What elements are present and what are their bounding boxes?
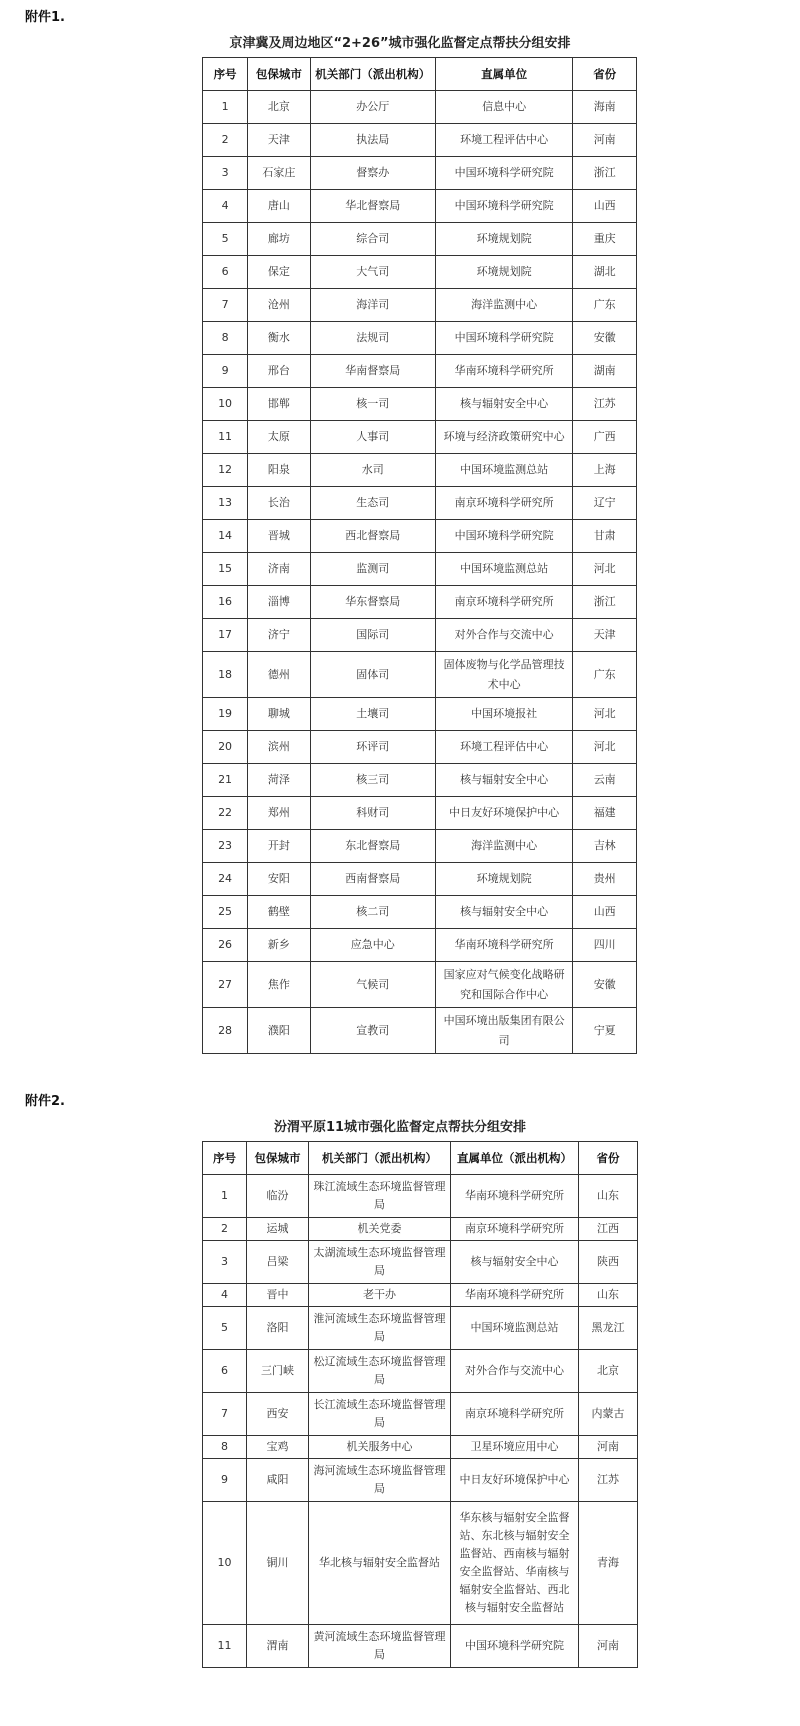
cell-province: 云南 xyxy=(573,764,637,797)
cell-index: 9 xyxy=(203,355,248,388)
cell-index: 10 xyxy=(203,1502,247,1625)
table-row xyxy=(203,863,637,896)
col-header-index: 序号 xyxy=(203,1142,247,1175)
cell-department: 海河流域生态环境监督管理局 xyxy=(309,1459,451,1502)
cell-index: 15 xyxy=(203,553,248,586)
cell-index: 7 xyxy=(203,1393,247,1436)
cell-unit: 华南环境科学研究所 xyxy=(435,929,572,962)
cell-city: 唐山 xyxy=(248,190,311,223)
cell-unit: 南京环境科学研究所 xyxy=(451,1218,579,1241)
cell-city: 菏泽 xyxy=(248,764,311,797)
cell-unit: 核与辐射安全中心 xyxy=(435,896,572,929)
cell-index: 21 xyxy=(203,764,248,797)
cell-unit: 环境规划院 xyxy=(435,256,572,289)
cell-unit: 对外合作与交流中心 xyxy=(451,1350,579,1393)
table-row xyxy=(203,698,637,731)
cell-province: 河南 xyxy=(573,124,637,157)
cell-province: 山东 xyxy=(579,1284,638,1307)
annex-1-title: 京津冀及周边地区“2+26”城市强化监督定点帮扶分组安排 xyxy=(229,36,571,51)
cell-province: 河南 xyxy=(579,1625,638,1668)
cell-province: 陕西 xyxy=(579,1241,638,1284)
cell-department: 气候司 xyxy=(310,962,435,1008)
cell-city: 济南 xyxy=(248,553,311,586)
cell-city: 新乡 xyxy=(248,929,311,962)
cell-unit: 环境工程评估中心 xyxy=(435,124,572,157)
cell-department: 宣教司 xyxy=(310,1008,435,1054)
cell-department: 珠江流域生态环境监督管理局 xyxy=(309,1175,451,1218)
cell-index: 5 xyxy=(203,1307,247,1350)
cell-unit: 核与辐射安全中心 xyxy=(451,1241,579,1284)
cell-unit: 华东核与辐射安全监督站、东北核与辐射安全监督站、西南核与辐射安全监督站、华南核与辐射安全监督站、西北核与辐射安全监督站 xyxy=(451,1502,579,1625)
cell-index: 24 xyxy=(203,863,248,896)
table-row xyxy=(203,124,637,157)
cell-unit: 环境与经济政策研究中心 xyxy=(435,421,572,454)
cell-index: 4 xyxy=(203,190,248,223)
cell-province: 贵州 xyxy=(573,863,637,896)
cell-city: 洛阳 xyxy=(247,1307,309,1350)
cell-city: 晋城 xyxy=(248,520,311,553)
cell-index: 14 xyxy=(203,520,248,553)
table-row xyxy=(203,1502,638,1625)
cell-province: 吉林 xyxy=(573,830,637,863)
cell-city: 衡水 xyxy=(248,322,311,355)
table-row xyxy=(203,1436,638,1459)
cell-unit: 核与辐射安全中心 xyxy=(435,764,572,797)
annex-2-table xyxy=(202,1141,638,1668)
cell-city: 淄博 xyxy=(248,586,311,619)
table-row xyxy=(203,322,637,355)
cell-department: 固体司 xyxy=(310,652,435,698)
table-row xyxy=(203,223,637,256)
cell-province: 安徽 xyxy=(573,962,637,1008)
cell-department: 核二司 xyxy=(310,896,435,929)
annex-1-table xyxy=(202,57,637,1054)
col-header-unit: 直属单位 xyxy=(435,58,572,91)
cell-department: 海洋司 xyxy=(310,289,435,322)
cell-province: 浙江 xyxy=(573,157,637,190)
cell-province: 河北 xyxy=(573,731,637,764)
cell-index: 22 xyxy=(203,797,248,830)
cell-department: 水司 xyxy=(310,454,435,487)
cell-department: 督察办 xyxy=(310,157,435,190)
cell-province: 山东 xyxy=(579,1175,638,1218)
cell-unit: 中国环境科学研究院 xyxy=(435,190,572,223)
cell-province: 福建 xyxy=(573,797,637,830)
table-row xyxy=(203,1241,638,1284)
cell-department: 太湖流域生态环境监督管理局 xyxy=(309,1241,451,1284)
cell-index: 28 xyxy=(203,1008,248,1054)
cell-city: 咸阳 xyxy=(247,1459,309,1502)
cell-department: 办公厅 xyxy=(310,91,435,124)
cell-department: 环评司 xyxy=(310,731,435,764)
cell-city: 济宁 xyxy=(248,619,311,652)
table-row xyxy=(203,289,637,322)
cell-department: 国际司 xyxy=(310,619,435,652)
cell-department: 科财司 xyxy=(310,797,435,830)
cell-index: 1 xyxy=(203,91,248,124)
cell-city: 晋中 xyxy=(247,1284,309,1307)
cell-province: 上海 xyxy=(573,454,637,487)
cell-city: 鹤壁 xyxy=(248,896,311,929)
table-row xyxy=(203,1625,638,1668)
cell-province: 北京 xyxy=(579,1350,638,1393)
table-row xyxy=(203,586,637,619)
cell-index: 2 xyxy=(203,124,248,157)
cell-province: 广东 xyxy=(573,289,637,322)
cell-province: 宁夏 xyxy=(573,1008,637,1054)
cell-department: 华南督察局 xyxy=(310,355,435,388)
cell-index: 18 xyxy=(203,652,248,698)
cell-unit: 中国环境科学研究院 xyxy=(435,322,572,355)
cell-province: 重庆 xyxy=(573,223,637,256)
cell-city: 开封 xyxy=(248,830,311,863)
cell-index: 23 xyxy=(203,830,248,863)
col-header-province: 省份 xyxy=(579,1142,638,1175)
table-row xyxy=(203,553,637,586)
cell-unit: 海洋监测中心 xyxy=(435,830,572,863)
cell-index: 19 xyxy=(203,698,248,731)
cell-index: 11 xyxy=(203,421,248,454)
col-header-unit: 直属单位（派出机构） xyxy=(451,1142,579,1175)
cell-department: 应急中心 xyxy=(310,929,435,962)
table-row xyxy=(203,1218,638,1241)
cell-department: 西南督察局 xyxy=(310,863,435,896)
cell-unit: 南京环境科学研究所 xyxy=(435,487,572,520)
table-row xyxy=(203,388,637,421)
cell-index: 3 xyxy=(203,1241,247,1284)
cell-unit: 环境规划院 xyxy=(435,223,572,256)
cell-unit: 华南环境科学研究所 xyxy=(451,1175,579,1218)
cell-city: 阳泉 xyxy=(248,454,311,487)
cell-city: 焦作 xyxy=(248,962,311,1008)
cell-unit: 中国环境监测总站 xyxy=(451,1307,579,1350)
cell-index: 25 xyxy=(203,896,248,929)
cell-index: 3 xyxy=(203,157,248,190)
cell-city: 滨州 xyxy=(248,731,311,764)
annex-2-table-body xyxy=(203,1175,638,1668)
cell-city: 廊坊 xyxy=(248,223,311,256)
cell-province: 四川 xyxy=(573,929,637,962)
cell-city: 渭南 xyxy=(247,1625,309,1668)
cell-index: 8 xyxy=(203,1436,247,1459)
table-row xyxy=(203,830,637,863)
cell-province: 天津 xyxy=(573,619,637,652)
cell-index: 26 xyxy=(203,929,248,962)
cell-index: 6 xyxy=(203,256,248,289)
annex-1-table-body xyxy=(203,91,637,1054)
cell-department: 西北督察局 xyxy=(310,520,435,553)
cell-department: 土壤司 xyxy=(310,698,435,731)
cell-city: 郑州 xyxy=(248,797,311,830)
table-row xyxy=(203,1284,638,1307)
cell-city: 保定 xyxy=(248,256,311,289)
cell-unit: 中国环境科学研究院 xyxy=(435,157,572,190)
cell-unit: 中国环境出版集团有限公司 xyxy=(435,1008,572,1054)
cell-unit: 中国环境科学研究院 xyxy=(451,1625,579,1668)
cell-unit: 南京环境科学研究所 xyxy=(451,1393,579,1436)
table-row xyxy=(203,487,637,520)
cell-province: 内蒙古 xyxy=(579,1393,638,1436)
cell-province: 安徽 xyxy=(573,322,637,355)
cell-city: 运城 xyxy=(247,1218,309,1241)
cell-city: 濮阳 xyxy=(248,1008,311,1054)
cell-province: 海南 xyxy=(573,91,637,124)
cell-city: 德州 xyxy=(248,652,311,698)
table-row xyxy=(203,652,637,698)
annex-2-title: 汾渭平原11城市强化监督定点帮扶分组安排 xyxy=(273,1120,527,1135)
cell-department: 长江流域生态环境监督管理局 xyxy=(309,1393,451,1436)
cell-city: 西安 xyxy=(247,1393,309,1436)
cell-index: 9 xyxy=(203,1459,247,1502)
col-header-city: 包保城市 xyxy=(247,1142,309,1175)
cell-department: 人事司 xyxy=(310,421,435,454)
cell-province: 河北 xyxy=(573,553,637,586)
table-row xyxy=(203,731,637,764)
cell-department: 法规司 xyxy=(310,322,435,355)
cell-unit: 对外合作与交流中心 xyxy=(435,619,572,652)
cell-department: 华北督察局 xyxy=(310,190,435,223)
cell-index: 20 xyxy=(203,731,248,764)
col-header-province: 省份 xyxy=(573,58,637,91)
table-row xyxy=(203,929,637,962)
cell-department: 机关服务中心 xyxy=(309,1436,451,1459)
cell-province: 河北 xyxy=(573,698,637,731)
table-row xyxy=(203,1307,638,1350)
cell-unit: 华南环境科学研究所 xyxy=(435,355,572,388)
cell-unit: 卫星环境应用中心 xyxy=(451,1436,579,1459)
cell-province: 江苏 xyxy=(579,1459,638,1502)
table-row xyxy=(203,421,637,454)
cell-index: 13 xyxy=(203,487,248,520)
cell-city: 临汾 xyxy=(247,1175,309,1218)
table-row xyxy=(203,1459,638,1502)
cell-unit: 中国环境报社 xyxy=(435,698,572,731)
table-row xyxy=(203,797,637,830)
cell-index: 6 xyxy=(203,1350,247,1393)
cell-city: 北京 xyxy=(248,91,311,124)
cell-province: 江苏 xyxy=(573,388,637,421)
cell-province: 黑龙江 xyxy=(579,1307,638,1350)
cell-city: 沧州 xyxy=(248,289,311,322)
cell-department: 综合司 xyxy=(310,223,435,256)
cell-unit: 中国环境监测总站 xyxy=(435,454,572,487)
annex-2-label: 附件2. xyxy=(25,1094,65,1109)
cell-index: 7 xyxy=(203,289,248,322)
cell-unit: 核与辐射安全中心 xyxy=(435,388,572,421)
cell-city: 铜川 xyxy=(247,1502,309,1625)
cell-province: 山西 xyxy=(573,896,637,929)
cell-city: 三门峡 xyxy=(247,1350,309,1393)
cell-department: 大气司 xyxy=(310,256,435,289)
cell-department: 松辽流域生态环境监督管理局 xyxy=(309,1350,451,1393)
cell-city: 安阳 xyxy=(248,863,311,896)
table-row xyxy=(203,256,637,289)
cell-department: 核一司 xyxy=(310,388,435,421)
table-row xyxy=(203,520,637,553)
cell-department: 华东督察局 xyxy=(310,586,435,619)
cell-department: 华北核与辐射安全监督站 xyxy=(309,1502,451,1625)
cell-index: 1 xyxy=(203,1175,247,1218)
table-row xyxy=(203,454,637,487)
cell-city: 天津 xyxy=(248,124,311,157)
cell-province: 河南 xyxy=(579,1436,638,1459)
cell-province: 山西 xyxy=(573,190,637,223)
cell-city: 长治 xyxy=(248,487,311,520)
cell-index: 5 xyxy=(203,223,248,256)
cell-department: 淮河流域生态环境监督管理局 xyxy=(309,1307,451,1350)
table-row xyxy=(203,1175,638,1218)
table-row xyxy=(203,190,637,223)
table-row xyxy=(203,157,637,190)
cell-unit: 中国环境监测总站 xyxy=(435,553,572,586)
cell-province: 青海 xyxy=(579,1502,638,1625)
cell-department: 生态司 xyxy=(310,487,435,520)
cell-unit: 中国环境科学研究院 xyxy=(435,520,572,553)
cell-department: 核三司 xyxy=(310,764,435,797)
cell-index: 16 xyxy=(203,586,248,619)
cell-city: 聊城 xyxy=(248,698,311,731)
col-header-index: 序号 xyxy=(203,58,248,91)
table-row xyxy=(203,355,637,388)
cell-unit: 环境规划院 xyxy=(435,863,572,896)
col-header-city: 包保城市 xyxy=(248,58,311,91)
cell-index: 4 xyxy=(203,1284,247,1307)
cell-unit: 中日友好环境保护中心 xyxy=(451,1459,579,1502)
cell-province: 湖南 xyxy=(573,355,637,388)
cell-unit: 信息中心 xyxy=(435,91,572,124)
table-row xyxy=(203,619,637,652)
table-row xyxy=(203,896,637,929)
cell-province: 辽宁 xyxy=(573,487,637,520)
cell-index: 10 xyxy=(203,388,248,421)
cell-unit: 国家应对气候变化战略研究和国际合作中心 xyxy=(435,962,572,1008)
cell-index: 17 xyxy=(203,619,248,652)
cell-province: 甘肃 xyxy=(573,520,637,553)
cell-city: 邢台 xyxy=(248,355,311,388)
table-row xyxy=(203,91,637,124)
table-header-row xyxy=(203,58,637,91)
table-row xyxy=(203,1008,637,1054)
table-row xyxy=(203,764,637,797)
cell-department: 老干办 xyxy=(309,1284,451,1307)
cell-unit: 海洋监测中心 xyxy=(435,289,572,322)
cell-index: 27 xyxy=(203,962,248,1008)
annex-1-label: 附件1. xyxy=(25,10,65,25)
cell-department: 执法局 xyxy=(310,124,435,157)
cell-department: 东北督察局 xyxy=(310,830,435,863)
cell-city: 石家庄 xyxy=(248,157,311,190)
cell-city: 太原 xyxy=(248,421,311,454)
table-header-row xyxy=(203,1142,638,1175)
cell-unit: 环境工程评估中心 xyxy=(435,731,572,764)
cell-province: 湖北 xyxy=(573,256,637,289)
table-row xyxy=(203,1350,638,1393)
cell-index: 12 xyxy=(203,454,248,487)
col-header-department: 机关部门（派出机构） xyxy=(309,1142,451,1175)
cell-city: 宝鸡 xyxy=(247,1436,309,1459)
cell-unit: 南京环境科学研究所 xyxy=(435,586,572,619)
cell-department: 监测司 xyxy=(310,553,435,586)
cell-department: 机关党委 xyxy=(309,1218,451,1241)
cell-unit: 中日友好环境保护中心 xyxy=(435,797,572,830)
cell-city: 邯郸 xyxy=(248,388,311,421)
cell-index: 11 xyxy=(203,1625,247,1668)
table-row xyxy=(203,962,637,1008)
cell-province: 广东 xyxy=(573,652,637,698)
cell-city: 吕梁 xyxy=(247,1241,309,1284)
cell-unit: 固体废物与化学品管理技术中心 xyxy=(435,652,572,698)
cell-department: 黄河流域生态环境监督管理局 xyxy=(309,1625,451,1668)
cell-province: 浙江 xyxy=(573,586,637,619)
cell-index: 2 xyxy=(203,1218,247,1241)
table-row xyxy=(203,1393,638,1436)
col-header-department: 机关部门（派出机构） xyxy=(310,58,435,91)
cell-index: 8 xyxy=(203,322,248,355)
cell-province: 广西 xyxy=(573,421,637,454)
cell-province: 江西 xyxy=(579,1218,638,1241)
cell-unit: 华南环境科学研究所 xyxy=(451,1284,579,1307)
